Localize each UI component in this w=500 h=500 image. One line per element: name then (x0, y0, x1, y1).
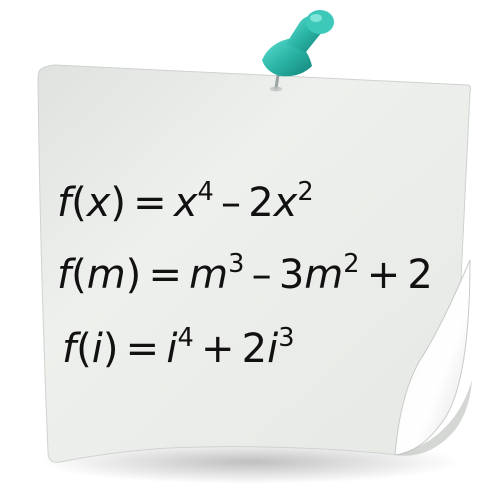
formula-1: $f(x) = x^4 - 2x^2$ (57, 177, 314, 226)
formula-2-term-2-operator: – (251, 252, 272, 298)
formula-3: $f(i) = i^4 + 2i^3$ (62, 323, 295, 372)
formula-3-equals: = (125, 326, 160, 372)
formula-2-variable: m (86, 252, 126, 298)
formula-3-term-2-coefficient: 2 (241, 326, 268, 372)
formula-3-term-1-exponent: 4 (177, 323, 194, 354)
formula-3-term-1-base: i (166, 326, 178, 372)
formula-2-equals: = (148, 252, 182, 298)
formula-2-term-1-exponent: 3 (228, 249, 245, 280)
formula-1-function: f (57, 180, 72, 226)
formula-3-term-2-operator: + (200, 326, 235, 372)
formula-3-variable: i (91, 326, 103, 372)
formula-1-term-2-operator: – (221, 180, 242, 226)
formula-1-term-2-coefficient: 2 (248, 180, 274, 226)
formula-2-term-2-base: m (304, 252, 344, 298)
formula-3-term-2-exponent: 3 (278, 323, 295, 354)
formula-2-term-2-coefficient: 3 (278, 252, 305, 298)
formula-1-variable: x (86, 180, 111, 226)
formula-2-term-1-base: m (189, 252, 229, 298)
formula-1-term-2-exponent: 2 (297, 177, 314, 208)
formula-1-term-2-base: x (273, 180, 298, 226)
formula-3-term-2-base: i (267, 326, 279, 372)
formula-2-term-3-constant: 2 (407, 252, 433, 298)
formula-2-function: f (57, 252, 72, 298)
formula-2-term-2-exponent: 2 (343, 249, 360, 280)
formula-1-term-1-base: x (173, 180, 198, 226)
formula-3-function: f (62, 326, 77, 372)
formula-2: $f(m) = m^3 - 3m^2 + 2$ (57, 249, 433, 298)
formula-1-term-1-exponent: 4 (197, 177, 214, 208)
formula-2-term-3-operator: + (366, 252, 401, 298)
formula-1-equals: = (133, 180, 167, 226)
